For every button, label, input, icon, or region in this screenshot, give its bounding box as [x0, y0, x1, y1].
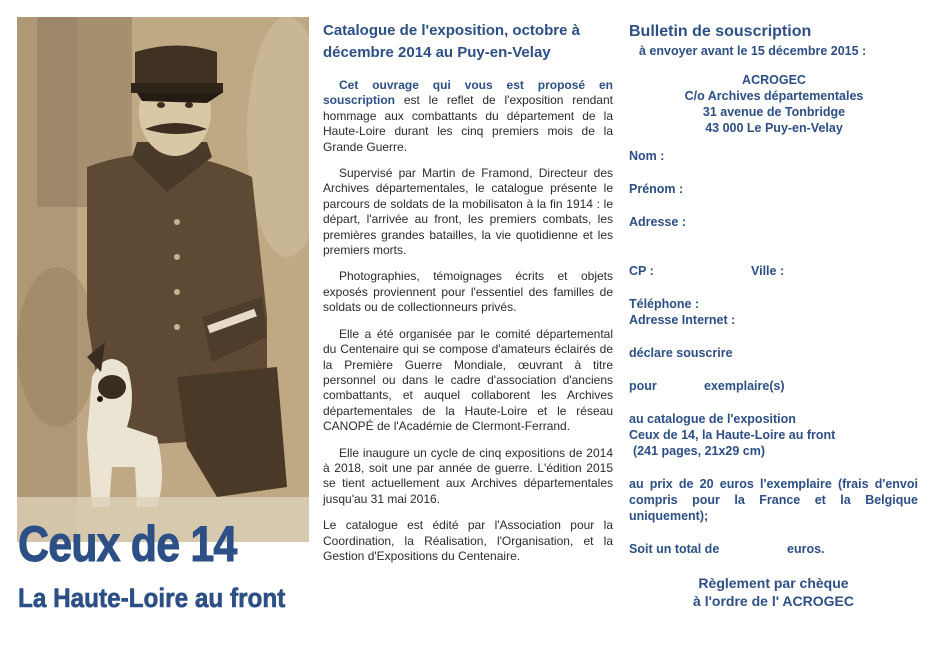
postal-address: [629, 72, 919, 136]
prenom-label: Prénom :: [629, 182, 684, 196]
catalogue-heading: Catalogue de l'exposition, octobre à décembre 2014 au Puy-en-Velay: [323, 22, 580, 61]
paragraph-4-text: Elle a été organisée par le comité départemental du Centenaire qui se compose d'amateurs éclairés de la Première Guerre Mondiale, œuvrant à titre personnel ou dans le cadre d'association d'anciens combattants, et auquel collaborent les Archives départementales de la Haute-Loire et le réseau CANOPÉ de l'Académie de Clermont-Ferrand.: [323, 326, 613, 434]
paragraph-1-rest: est le reflet de l'exposition rendant hommage aux combattants du département de la Haute-Loire durant les cinq premiers mois de la Grande Guerre.: [323, 93, 613, 154]
price-text: au prix de 20 euros l'exemplaire (frais d'envoi compris pour la France et la Belgique uniquement);: [629, 477, 918, 523]
form-deadline: à envoyer avant le 15 décembre 2015 :: [639, 44, 867, 58]
catalogue-line-2: Ceux de 14, la Haute-Loire au front: [629, 428, 836, 442]
pour-label: pour: [629, 379, 657, 393]
paragraph-5-text: Elle inaugure un cycle de cinq expositions de 2014 à 2018, soit une par année de guerre. L'édition 2015 se tient actuellement aux Archives départementales jusqu'au 31 mai 2016.: [323, 445, 613, 506]
paragraph-3: [323, 269, 613, 315]
exemplaires-label: exemplaire(s): [704, 379, 785, 393]
paragraph-4: [323, 327, 613, 435]
payment-line-1: Règlement par chèque: [698, 575, 849, 591]
soldier-photo: [17, 17, 309, 542]
form-heading: Bulletin de souscription: [629, 23, 812, 40]
poster-title: Ceux de 14: [18, 516, 237, 572]
address-line-4: 43 000 Le Puy-en-Velay: [705, 121, 843, 135]
paragraph-6-text: Le catalogue est édité par l'Association pour la Coordination, la Réalisation, l'Organisation, et la Gestion d'Expositions du Centenaire.: [323, 518, 613, 563]
catalogue-line-1: au catalogue de l'exposition: [629, 412, 796, 426]
total-unit: euros.: [787, 542, 825, 556]
adresse-label: Adresse :: [629, 215, 686, 229]
paragraph-1: [323, 78, 613, 155]
paragraph-2-text: Supervisé par Martin de Framond, Directeur des Archives départementales, le catalogue présente le parcours de soldats de la mobilisaton à la fin 1914 : le départ, l'arrivée au front, les premiers combats, les premières grandes batailles, la vie quotidienne et les premiers morts.: [323, 166, 613, 258]
declare-label: déclare souscrire: [629, 346, 733, 360]
paragraph-2: [323, 166, 613, 258]
paragraph-5: [323, 446, 613, 508]
cp-label: CP :: [629, 264, 654, 278]
telephone-label: Téléphone :: [629, 297, 700, 311]
catalogue-line-3: (241 pages, 21x29 cm): [633, 444, 766, 458]
paragraph-3-text: Photographies, témoignages écrits et objets exposés proviennent pour l'essentiel des familles de soldats ou de collectionneurs privés.: [323, 269, 613, 315]
address-line-2: C/o Archives départementales: [684, 89, 864, 103]
payment-line-2: à l'ordre de l' ACROGEC: [693, 593, 854, 609]
ville-label: Ville :: [751, 264, 785, 278]
paragraph-1-lead: Cet ouvrage qui vous est proposé en souscription: [323, 78, 613, 108]
internet-label: Adresse Internet :: [629, 313, 736, 327]
nom-label: Nom :: [629, 149, 665, 163]
poster-subtitle: La Haute-Loire au front: [18, 583, 286, 613]
total-label: Soit un total de: [629, 542, 720, 556]
address-line-1: ACROGEC: [742, 73, 806, 87]
catalogue-description: [323, 20, 613, 575]
paragraph-6: [323, 518, 613, 564]
address-line-3: 31 avenue de Tonbridge: [702, 105, 846, 119]
soldier-with-dog-illustration: [17, 17, 309, 542]
subscription-form: [629, 22, 919, 638]
